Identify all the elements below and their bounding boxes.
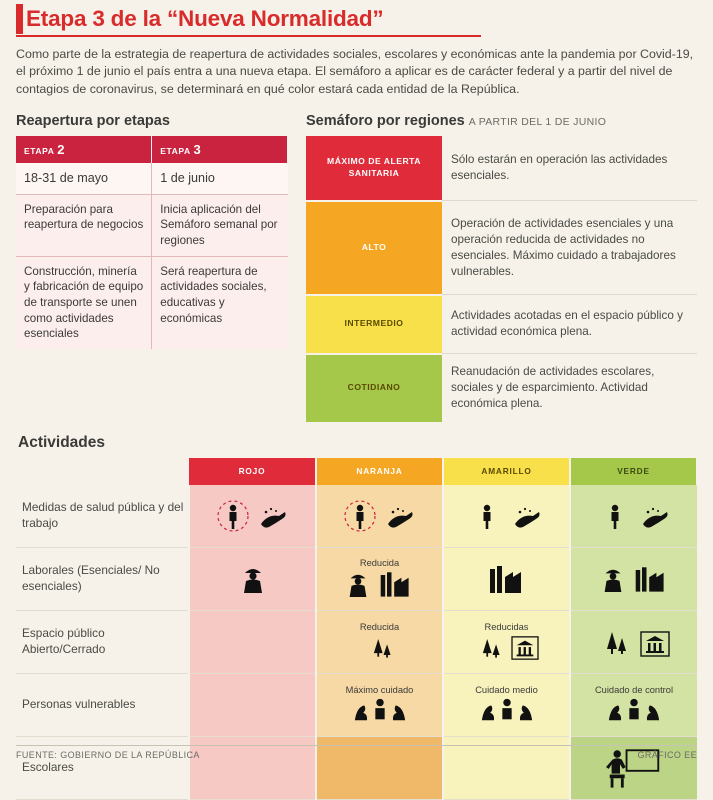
row-label-medidas-salud: Medidas de salud pública y del trabajo: [16, 485, 189, 548]
table-row: [16, 547, 697, 610]
column-header-amarillo: AMARILLO: [443, 458, 570, 485]
semaforo-subtitle: A PARTIR DEL 1 DE JUNIO: [468, 115, 607, 128]
handwash-icon: [511, 505, 543, 533]
cell-medidas-verde: [570, 485, 697, 548]
semaforo-level-desc-1: Operación de actividades esenciales y una operación reducida de actividades no esenciales. Máximo cuidado a trabajadores vulnerables.: [442, 201, 697, 295]
etapa-2-item-2: Construcción, minería y fabricación de equipo de transporte se unen como actividades esenciales: [16, 256, 152, 349]
handwash-icon: [257, 505, 289, 533]
semaforo-level-label-3: COTIDIANO: [306, 354, 442, 422]
etapa-3-item-2: Será reapertura de actividades sociales, educativas y económicas: [152, 256, 288, 349]
etapas-table: [16, 136, 288, 349]
cell-medidas-naranja: [316, 485, 443, 548]
cell-note: Máximo cuidado: [345, 685, 414, 696]
semaforo-title-text: Semáforo por regiones: [306, 112, 465, 129]
semaforo-level-desc-3: Reanudación de actividades escolares, sociales y de esparcimiento. Actividad económica plena.: [451, 365, 655, 410]
person-distance-icon: [216, 499, 250, 533]
handwash-icon: [384, 505, 416, 533]
etapa-2-header: [16, 136, 152, 163]
cell-espacio-verde: [570, 610, 697, 673]
semaforo-row-rojo: [306, 136, 697, 201]
cell-vulnerables-verde: [570, 673, 697, 736]
semaforo-table: [306, 136, 697, 422]
table-row: [16, 485, 697, 548]
title-divider: [16, 35, 481, 37]
semaforo-level-desc-2: Actividades acotadas en el espacio público y actividad económica plena.: [442, 295, 697, 354]
cell-espacio-amarillo: [443, 610, 570, 673]
etapa-3-number: 3: [193, 141, 202, 157]
header: [16, 0, 697, 99]
content-columns: [16, 113, 697, 422]
footer-credit: GRÁFICO EE: [637, 750, 697, 760]
worker-icon: [345, 569, 371, 599]
care-hands-icon: [480, 696, 534, 724]
semaforo-title: [306, 113, 697, 129]
factory-icon: [487, 563, 527, 595]
semaforo-level-label-1: ALTO: [306, 201, 442, 295]
cell-note: Cuidado medio: [475, 685, 538, 696]
park-icon: [365, 633, 395, 661]
column-header-verde: VERDE: [570, 458, 697, 485]
table-row: [16, 673, 697, 736]
cell-vulnerables-rojo: [189, 673, 316, 736]
etapas-title: Reapertura por etapas: [16, 112, 170, 129]
care-hands-icon: [353, 696, 407, 724]
semaforo-level-desc-0: Sólo estarán en operación las actividades esenciales.: [442, 136, 697, 201]
person-icon: [598, 499, 632, 533]
etapa-3-item-1: Inicia aplicación del Semáforo semanal por regiones: [152, 194, 288, 256]
park-icon: [599, 626, 633, 658]
semaforo-level-label-2: INTERMEDIO: [306, 295, 442, 354]
semaforo-section: [306, 113, 697, 422]
cell-laborales-naranja: [316, 547, 443, 610]
table-row: [16, 163, 288, 195]
etapas-section: [16, 113, 288, 349]
cell-espacio-rojo: [189, 610, 316, 673]
person-icon: [470, 499, 504, 533]
table-row: [16, 194, 288, 256]
column-header-naranja: NARANJA: [316, 458, 443, 485]
cell-laborales-verde: [570, 547, 697, 610]
actividades-title: Actividades: [18, 433, 106, 451]
footer: [16, 745, 697, 760]
column-header-rojo: ROJO: [189, 458, 316, 485]
table-header-row: [16, 136, 288, 163]
handwash-icon: [639, 505, 671, 533]
etapa-2-label: ETAPA: [24, 145, 55, 156]
row-label-laborales: Laborales (Esenciales/ No esenciales): [16, 547, 189, 610]
factory-icon: [633, 564, 669, 594]
etapa-3-label: ETAPA: [160, 145, 191, 156]
table-row: [16, 610, 697, 673]
cell-note: Reducida: [359, 558, 400, 569]
row-label-espacio-publico: Espacio público Abierto/Cerrado: [16, 610, 189, 673]
cell-medidas-amarillo: [443, 485, 570, 548]
worker-icon: [600, 564, 626, 594]
building-icon: [640, 630, 670, 658]
semaforo-level-label-0: MÁXIMO DE ALERTA SANITARIA: [306, 136, 442, 201]
etapa-3-header: [152, 136, 288, 163]
person-distance-icon: [343, 499, 377, 533]
semaforo-row-alto: [306, 201, 697, 295]
cell-laborales-rojo: [189, 547, 316, 610]
cell-espacio-naranja: [316, 610, 443, 673]
factory-icon: [378, 569, 414, 599]
etapa-2-item-1: Preparación para reapertura de negocios: [16, 194, 152, 256]
building-icon: [511, 635, 539, 661]
cell-note: Cuidado de control: [594, 685, 674, 696]
intro-paragraph: Como parte de la estrategia de reapertura de actividades sociales, escolares y económicas ante la pandemia por Covid-19, el próximo 1 de junio el país entra a una nueva etapa. El semáforo a aplicar es de carácter federal y a partir del nivel de contagios de coronavirus, se determinará en qué color estará cada entidad de la República.: [16, 46, 694, 97]
actividades-corner-cell: [16, 458, 189, 485]
cell-note: Reducidas: [484, 622, 529, 633]
footer-source: FUENTE: GOBIERNO DE LA REPÚBLICA: [16, 750, 200, 760]
semaforo-row-cotidiano: [306, 354, 697, 422]
cell-note: Reducida: [359, 622, 400, 633]
cell-medidas-rojo: [189, 485, 316, 548]
etapa-3-date: 1 de junio: [152, 163, 288, 195]
semaforo-row-intermedio: [306, 295, 697, 354]
page-title: Etapa 3 de la “Nueva Normalidad”: [26, 6, 384, 31]
etapa-2-number: 2: [57, 141, 66, 157]
etapa-2-date: 18-31 de mayo: [16, 163, 152, 195]
row-label-escolares: Escolares: [16, 736, 189, 799]
header-accent-bar: [16, 4, 23, 34]
cell-laborales-amarillo: [443, 547, 570, 610]
row-label-personas-vulnerables: Personas vulnerables: [16, 673, 189, 736]
worker-icon: [239, 563, 267, 595]
actividades-header-row: [16, 458, 697, 485]
care-hands-icon: [607, 696, 661, 724]
cell-vulnerables-naranja: [316, 673, 443, 736]
table-row: [16, 256, 288, 349]
cell-vulnerables-amarillo: [443, 673, 570, 736]
park-icon: [474, 633, 504, 661]
